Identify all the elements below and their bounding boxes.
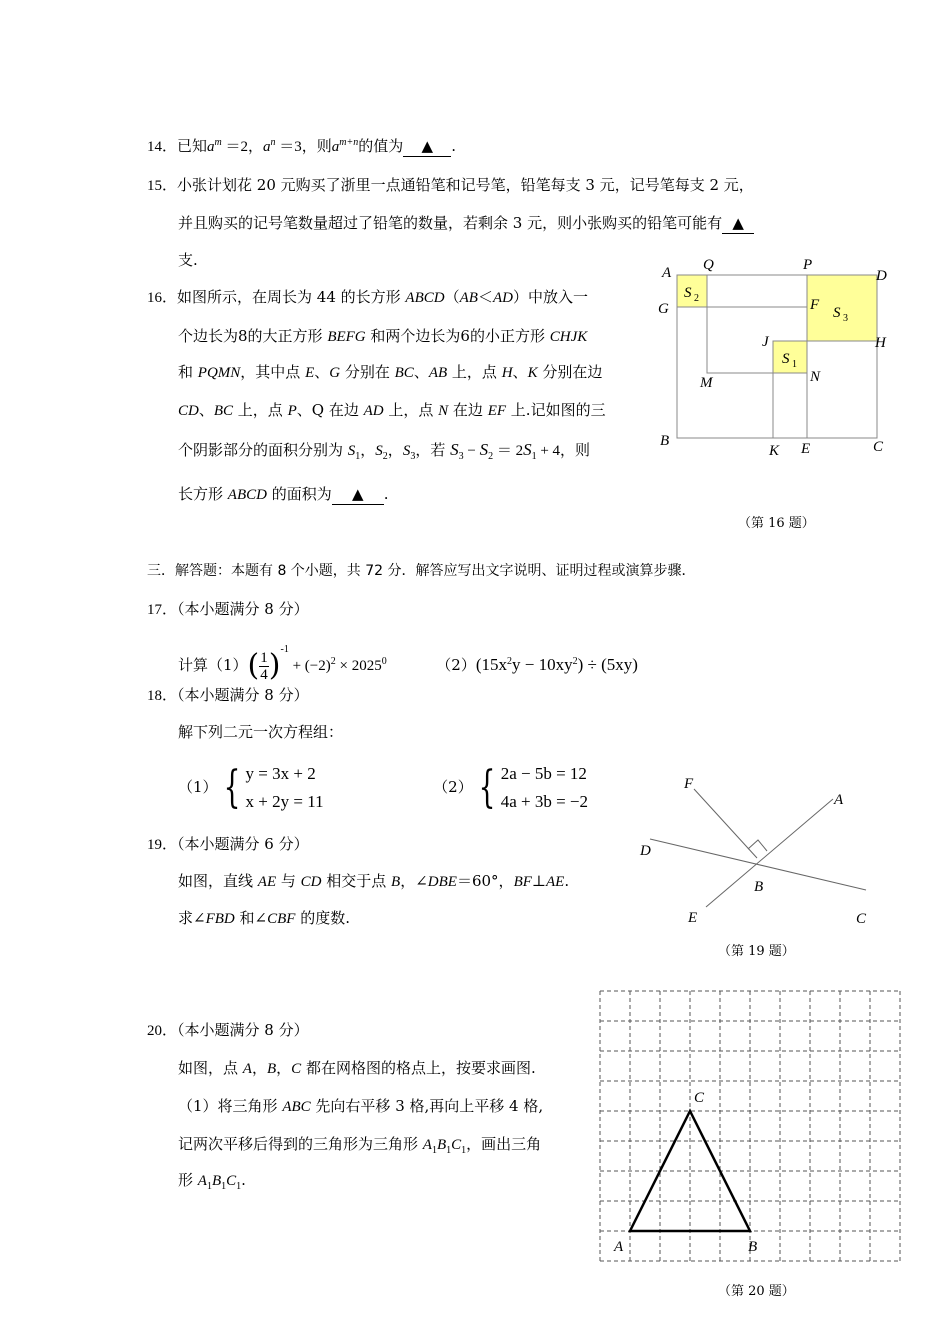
t: 与 (276, 872, 301, 890)
t: 1 (531, 451, 537, 462)
figure-16-caption: （第 16 题） (738, 516, 815, 531)
q14-exp: m (214, 137, 222, 148)
q18-part2: （2） (433, 778, 473, 796)
t: ， (276, 1059, 292, 1077)
t: EF (487, 403, 507, 419)
t: B (391, 874, 401, 890)
t: . (383, 485, 389, 503)
eq: 2a − 5b = 12 (500, 764, 587, 783)
t: AD (492, 290, 513, 306)
t: CBF (267, 911, 296, 927)
q17-expr (178, 628, 638, 683)
t: S (450, 440, 459, 459)
q15-line1 (147, 175, 754, 196)
t: . (241, 1171, 246, 1189)
t: A (422, 1137, 432, 1153)
answer-blank[interactable]: ▲ (403, 136, 451, 157)
t: 2 (488, 451, 494, 462)
q15-line2 (178, 213, 754, 234)
q19-number: 19． (147, 837, 178, 853)
t: C (291, 1061, 302, 1077)
t: 记两次平移后得到的三角形为三角形 (178, 1135, 423, 1153)
q20-number: 20． (147, 1023, 178, 1039)
q18-number: 18． (147, 688, 178, 704)
q15-text: 小张计划花 20 元购买了浙里一点通铅笔和记号笔，铅笔每支 3 元，记号笔每支 2 元， (177, 176, 754, 194)
t: ABCD (405, 290, 445, 306)
t: DBE (427, 874, 457, 890)
t: . (564, 872, 570, 890)
exp: -1 (280, 644, 289, 655)
t: （1）将三角形 (178, 1097, 283, 1115)
label-E: E (688, 910, 698, 926)
t: ABC (282, 1099, 311, 1115)
figure-19 (636, 765, 886, 940)
t: 上，点 (447, 363, 502, 381)
q14-eq: ＝2， (221, 139, 264, 155)
t: ，画出三角 (466, 1135, 542, 1153)
eq: x + 2y = 11 (245, 792, 324, 811)
t: AE (257, 874, 277, 890)
q16-line2 (178, 326, 587, 347)
q14-pre: 已知 (177, 137, 208, 155)
t: 求∠ (178, 909, 206, 927)
t: AD (363, 403, 384, 419)
label-B: B (660, 433, 670, 449)
t: PQMN (197, 365, 241, 381)
label-D: D (640, 843, 651, 859)
t: A (242, 1061, 252, 1077)
t: + (−2) (288, 658, 331, 674)
label-S2-sub: 2 (694, 293, 699, 304)
t: C (226, 1173, 237, 1189)
exp: 2 (330, 656, 336, 667)
q17-part1-label: 计算（1） (178, 656, 248, 674)
t: 长方形 (178, 485, 228, 503)
t: 分别在边 (537, 363, 603, 381)
t: 个边长为8的大正方形 (178, 327, 328, 345)
q17-header (147, 599, 309, 620)
section-3-title: 三．解答题：本题有 8 个小题，共 72 分．解答应写出文字说明、证明过程或演算步骤． (147, 563, 696, 579)
t: （ (444, 288, 460, 306)
t: ）中放入一 (512, 288, 588, 306)
line-ae (706, 799, 833, 907)
label-M: M (700, 375, 713, 391)
answer-blank[interactable]: ▲ (722, 213, 754, 234)
exp: 2 (572, 656, 578, 667)
q14-eq: ＝3，则 (275, 139, 332, 155)
t: (15x (475, 655, 507, 674)
t: ＝60°， (456, 872, 514, 890)
answer-blank[interactable]: ▲ (332, 484, 384, 505)
q19-line2 (178, 908, 350, 929)
q17-score: （本小题满分 8 分） (177, 600, 309, 618)
q16-line3 (178, 362, 602, 383)
right-angle-mark (748, 840, 767, 851)
t: 上，点 (383, 401, 439, 419)
q15-line3 (178, 250, 198, 270)
paren-left: ( (247, 648, 260, 683)
label-C: C (873, 439, 884, 455)
figure-19-caption: （第 19 题） (718, 944, 795, 959)
q15-number: 15． (147, 178, 178, 194)
q20-line2 (178, 1096, 543, 1117)
q14-end: . (451, 137, 457, 155)
t: 1 (355, 451, 361, 462)
label-J: J (762, 334, 769, 350)
figure-20 (590, 984, 910, 1274)
t: S (479, 440, 489, 459)
q18-part1: （1） (178, 778, 218, 796)
q19-line1 (178, 871, 569, 892)
t: H (501, 365, 513, 381)
label-H: H (875, 335, 886, 351)
label-S3: S (833, 305, 841, 321)
t: 在边 (448, 401, 488, 419)
t: S (375, 443, 383, 459)
triangle-abc (630, 1111, 750, 1231)
t: B (436, 1137, 447, 1153)
t: BC (394, 365, 414, 381)
q14-var: a (331, 139, 340, 155)
t: 上，点 (233, 401, 288, 419)
t: 如图所示，在周长为 44 的长方形 (177, 288, 406, 306)
q16-line6 (178, 484, 389, 505)
t: − (463, 443, 480, 459)
system-2 (501, 760, 588, 816)
t: K (527, 365, 538, 381)
q17-number: 17． (147, 602, 178, 618)
q14-number: 14． (147, 139, 178, 155)
q16-line1 (147, 287, 588, 308)
label-C: C (694, 1090, 705, 1106)
t: 的度数. (295, 909, 350, 927)
q19-score: （本小题满分 6 分） (177, 835, 309, 853)
exp: 0 (381, 656, 387, 667)
t: 、Q 在边 (296, 401, 364, 419)
q15-text: 并且购买的记号笔数量超过了铅笔的数量，若剩余 3 元，则小张购买的铅笔可能有 (178, 214, 723, 232)
t: CD (178, 403, 199, 419)
grid (600, 991, 900, 1261)
q20-line3 (178, 1134, 541, 1161)
label-B: B (754, 879, 764, 895)
t: ，则 (560, 441, 591, 459)
brace: { (478, 762, 496, 813)
t: + 4 (536, 443, 561, 459)
t: S (523, 440, 532, 459)
t: ) ÷ (5xy) (577, 655, 638, 674)
label-D: D (876, 268, 887, 284)
label-A: A (662, 265, 672, 281)
t: ⊥ (531, 872, 546, 890)
q18-score: （本小题满分 8 分） (177, 686, 309, 704)
t: S (402, 443, 411, 459)
t: ＝ 2 (493, 443, 524, 459)
t: S (347, 443, 356, 459)
fraction-1-4 (259, 650, 269, 683)
numerator: 1 (260, 649, 268, 666)
t: y − 10xy (512, 655, 573, 674)
t: 、 (198, 401, 214, 419)
t: ， (251, 1059, 267, 1077)
q20-line1 (178, 1058, 536, 1079)
t: 相交于点 (321, 872, 392, 890)
q20-header (147, 1020, 309, 1041)
t: 分别在 (340, 363, 395, 381)
t: 个阴影部分的面积分别为 (178, 441, 348, 459)
q14-exp: n (270, 137, 276, 148)
q14-var: a (263, 139, 271, 155)
q19-header (147, 834, 309, 855)
label-P: P (803, 257, 813, 273)
label-Q: Q (703, 257, 714, 273)
t: ， (360, 441, 376, 459)
t: 1 (236, 1181, 242, 1192)
line-bf (694, 789, 757, 858)
t: G (329, 365, 341, 381)
t: ， (387, 441, 403, 459)
t: 3 (458, 451, 464, 462)
t: 1 (431, 1145, 437, 1156)
t: 形 (178, 1171, 198, 1189)
t: E (305, 365, 315, 381)
t: BEFG (327, 329, 366, 345)
t: 和两个边长为6的小正方形 (365, 327, 550, 345)
label-S1: S (782, 351, 790, 367)
t: AB (459, 290, 478, 306)
t: N (438, 403, 449, 419)
t: 和∠ (234, 909, 268, 927)
t: 如图，直线 (178, 872, 258, 890)
label-A: A (834, 792, 844, 808)
label-F: F (810, 297, 820, 313)
label-G: G (658, 301, 669, 317)
denominator: 4 (260, 666, 268, 683)
t: 上.记如图的三 (506, 401, 606, 419)
q20-score: （本小题满分 8 分） (177, 1021, 309, 1039)
figure-16 (650, 255, 900, 465)
t: C (451, 1137, 462, 1153)
t: 都在网格图的格点上，按要求画图. (301, 1059, 536, 1077)
q14-post: 的值为 (358, 137, 404, 155)
t: 先向右平移 3 格,再向上平移 4 格, (310, 1097, 544, 1115)
q16-line5 (178, 440, 590, 467)
figure-20-caption: （第 20 题） (718, 1284, 795, 1299)
t: 1 (206, 1181, 212, 1192)
q14-text (147, 133, 456, 157)
exp: 2 (507, 656, 512, 667)
q18-prompt: 解下列二元一次方程组： (178, 723, 344, 741)
label-A: A (614, 1239, 624, 1255)
eq: y = 3x + 2 (245, 764, 316, 783)
t: 、 (512, 363, 528, 381)
label-S3-sub: 3 (843, 313, 848, 324)
t: 3 (410, 451, 416, 462)
t: 、 (413, 363, 429, 381)
t: BC (213, 403, 234, 419)
q15-text: 支. (178, 251, 198, 269)
t: × 2025 (335, 658, 382, 674)
t: 2 (382, 451, 388, 462)
label-N: N (810, 369, 821, 385)
t: ，若 (415, 441, 451, 459)
shaded-s1 (773, 341, 807, 373)
t: FBD (205, 911, 235, 927)
t: ，∠ (400, 872, 428, 890)
t: ，其中点 (240, 363, 306, 381)
t: 1 (461, 1145, 467, 1156)
q18-systems (178, 757, 588, 817)
t: B (266, 1061, 277, 1077)
label-K: K (769, 443, 780, 459)
t: ABCD (227, 487, 267, 503)
label-C: C (856, 911, 867, 927)
q20-line4 (178, 1170, 246, 1197)
label-B: B (748, 1239, 758, 1255)
paren-right: ) (268, 648, 281, 683)
t: B (211, 1173, 222, 1189)
t: A (197, 1173, 207, 1189)
t: 1 (221, 1181, 227, 1192)
label-E: E (801, 441, 811, 457)
t: 的面积为 (266, 485, 332, 503)
t: CD (300, 874, 322, 890)
label-F: F (684, 776, 694, 792)
label-S2: S (684, 285, 692, 301)
q14-exp: m+n (339, 137, 359, 148)
t: 和 (178, 363, 198, 381)
t: 1 (446, 1145, 452, 1156)
q17-part2-label: （2） (436, 656, 476, 674)
system-1 (246, 760, 324, 816)
t: CHJK (549, 329, 588, 345)
t: ＜ (477, 288, 493, 306)
q16-number: 16． (147, 290, 178, 306)
q14-var: a (207, 139, 215, 155)
t: 如图，点 (178, 1059, 243, 1077)
q16-line4 (178, 400, 606, 421)
t: 、 (314, 363, 330, 381)
t: AB (428, 365, 448, 381)
q18-header (147, 685, 309, 706)
t: P (287, 403, 297, 419)
t: BF (513, 874, 532, 890)
label-S1-sub: 1 (792, 359, 797, 370)
brace: { (223, 762, 240, 813)
eq: 4a + 3b = −2 (500, 792, 589, 811)
shaded-s2 (677, 275, 707, 307)
t: AE (546, 874, 565, 890)
